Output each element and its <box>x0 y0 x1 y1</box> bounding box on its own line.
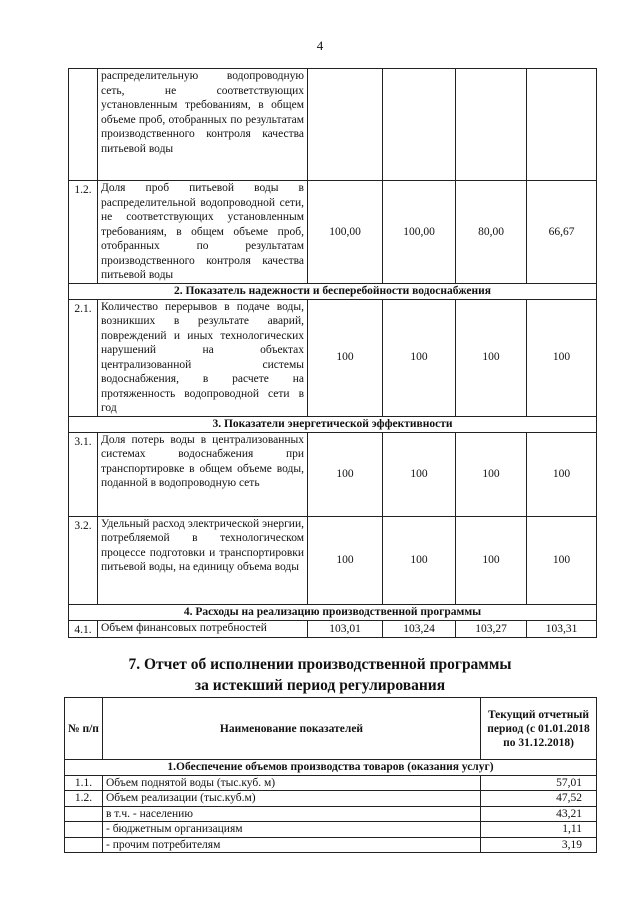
indicators-table <box>68 68 597 638</box>
value-2: 100 <box>383 432 456 516</box>
indicator-name: Доля потерь воды в централизованных системах водоснабжения при транспортировке в общем объеме воды, поданной в водопроводную сеть <box>98 432 308 516</box>
row-number: 4.1. <box>69 620 98 638</box>
indicator-value: 47,52 <box>481 791 597 807</box>
table-row <box>69 432 597 516</box>
indicator-name: Доля проб питьевой воды в распределительной водопроводной сети, не соответствующих установленным требованиям, в общем объеме проб, отобранных по результатам производственного контроля качества питьевой воды <box>98 181 308 284</box>
report-table <box>64 697 597 853</box>
indicator-name: распределительную водопроводную сеть, не соответствующих установленным требованиям, в общем объеме проб, отобранных по результатам производственного контроля качества питьевой воды <box>98 69 308 181</box>
row-number: 1.2. <box>69 181 98 284</box>
header-period: Текущий отчетный период (с 01.01.2018 по 31.12.2018) <box>481 698 597 760</box>
value-1 <box>308 69 383 181</box>
value-3 <box>456 69 527 181</box>
indicator-name: Количество перерывов в подаче воды, возникших в результате аварий, повреждений и иных технологических нарушений на объектах централизованной системы водоснабжения, в расчете на протяженность водопроводной сети в год <box>98 299 308 416</box>
row-number <box>69 69 98 181</box>
report-title <box>0 654 640 696</box>
row-number: 2.1. <box>69 299 98 416</box>
section-title: 2. Показатель надежности и бесперебойности водоснабжения <box>69 283 597 299</box>
table-row <box>65 791 597 807</box>
indicator-name: Объем финансовых потребностей <box>98 620 308 638</box>
row-number <box>65 837 103 853</box>
table-row <box>69 181 597 284</box>
report-title-line-2: за истекший период регулирования <box>194 677 446 694</box>
indicator-name: - прочим потребителям <box>103 837 481 853</box>
indicator-value: 43,21 <box>481 806 597 822</box>
value-3: 100 <box>456 516 527 604</box>
row-number: 3.1. <box>69 432 98 516</box>
value-1: 103,01 <box>308 620 383 638</box>
table-row <box>65 837 597 853</box>
value-2: 103,24 <box>383 620 456 638</box>
page-number: 4 <box>316 38 324 53</box>
row-number <box>65 806 103 822</box>
section-title: 1.Обеспечение объемов производства товаров (оказания услуг) <box>65 760 597 776</box>
header-name: Наименование показателей <box>103 698 481 760</box>
value-3: 100 <box>456 299 527 416</box>
value-2: 100,00 <box>383 181 456 284</box>
value-2 <box>383 69 456 181</box>
report-title-line-1: 7. Отчет об исполнении производственной программы <box>128 656 512 673</box>
table-row <box>65 806 597 822</box>
indicator-value: 57,01 <box>481 775 597 791</box>
indicator-value: 1,11 <box>481 822 597 838</box>
value-1: 100 <box>308 432 383 516</box>
value-3: 80,00 <box>456 181 527 284</box>
indicator-name: Удельный расход электрической энергии, потребляемой в технологическом процессе подготовки и транспортировки питьевой воды, на единицу объема воды <box>98 516 308 604</box>
value-2: 100 <box>383 299 456 416</box>
row-number: 3.2. <box>69 516 98 604</box>
value-4: 100 <box>527 432 597 516</box>
indicator-value: 3,19 <box>481 837 597 853</box>
value-4: 103,31 <box>527 620 597 638</box>
indicator-name: - бюджетным организациям <box>103 822 481 838</box>
indicator-name: Объем реализации (тыс.куб.м) <box>103 791 481 807</box>
section-row <box>69 416 597 432</box>
indicator-name: в т.ч. - населению <box>103 806 481 822</box>
value-1: 100 <box>308 299 383 416</box>
value-3: 100 <box>456 432 527 516</box>
section-title: 3. Показатели энергетической эффективности <box>69 416 597 432</box>
value-3: 103,27 <box>456 620 527 638</box>
table-row <box>69 620 597 638</box>
row-number: 1.2. <box>65 791 103 807</box>
indicator-name: Объем поднятой воды (тыс.куб. м) <box>103 775 481 791</box>
value-4: 100 <box>527 299 597 416</box>
table-row <box>69 299 597 416</box>
value-2: 100 <box>383 516 456 604</box>
value-4 <box>527 69 597 181</box>
value-1: 100,00 <box>308 181 383 284</box>
value-1: 100 <box>308 516 383 604</box>
row-number <box>65 822 103 838</box>
table-row <box>69 69 597 181</box>
value-4: 66,67 <box>527 181 597 284</box>
report-header-row <box>65 698 597 760</box>
row-number: 1.1. <box>65 775 103 791</box>
table-row <box>65 822 597 838</box>
section-row <box>65 760 597 776</box>
header-num: № п/п <box>65 698 103 760</box>
section-row <box>69 604 597 620</box>
table-row <box>69 516 597 604</box>
section-title: 4. Расходы на реализацию производственной программы <box>69 604 597 620</box>
value-4: 100 <box>527 516 597 604</box>
section-row <box>69 283 597 299</box>
table-row <box>65 775 597 791</box>
